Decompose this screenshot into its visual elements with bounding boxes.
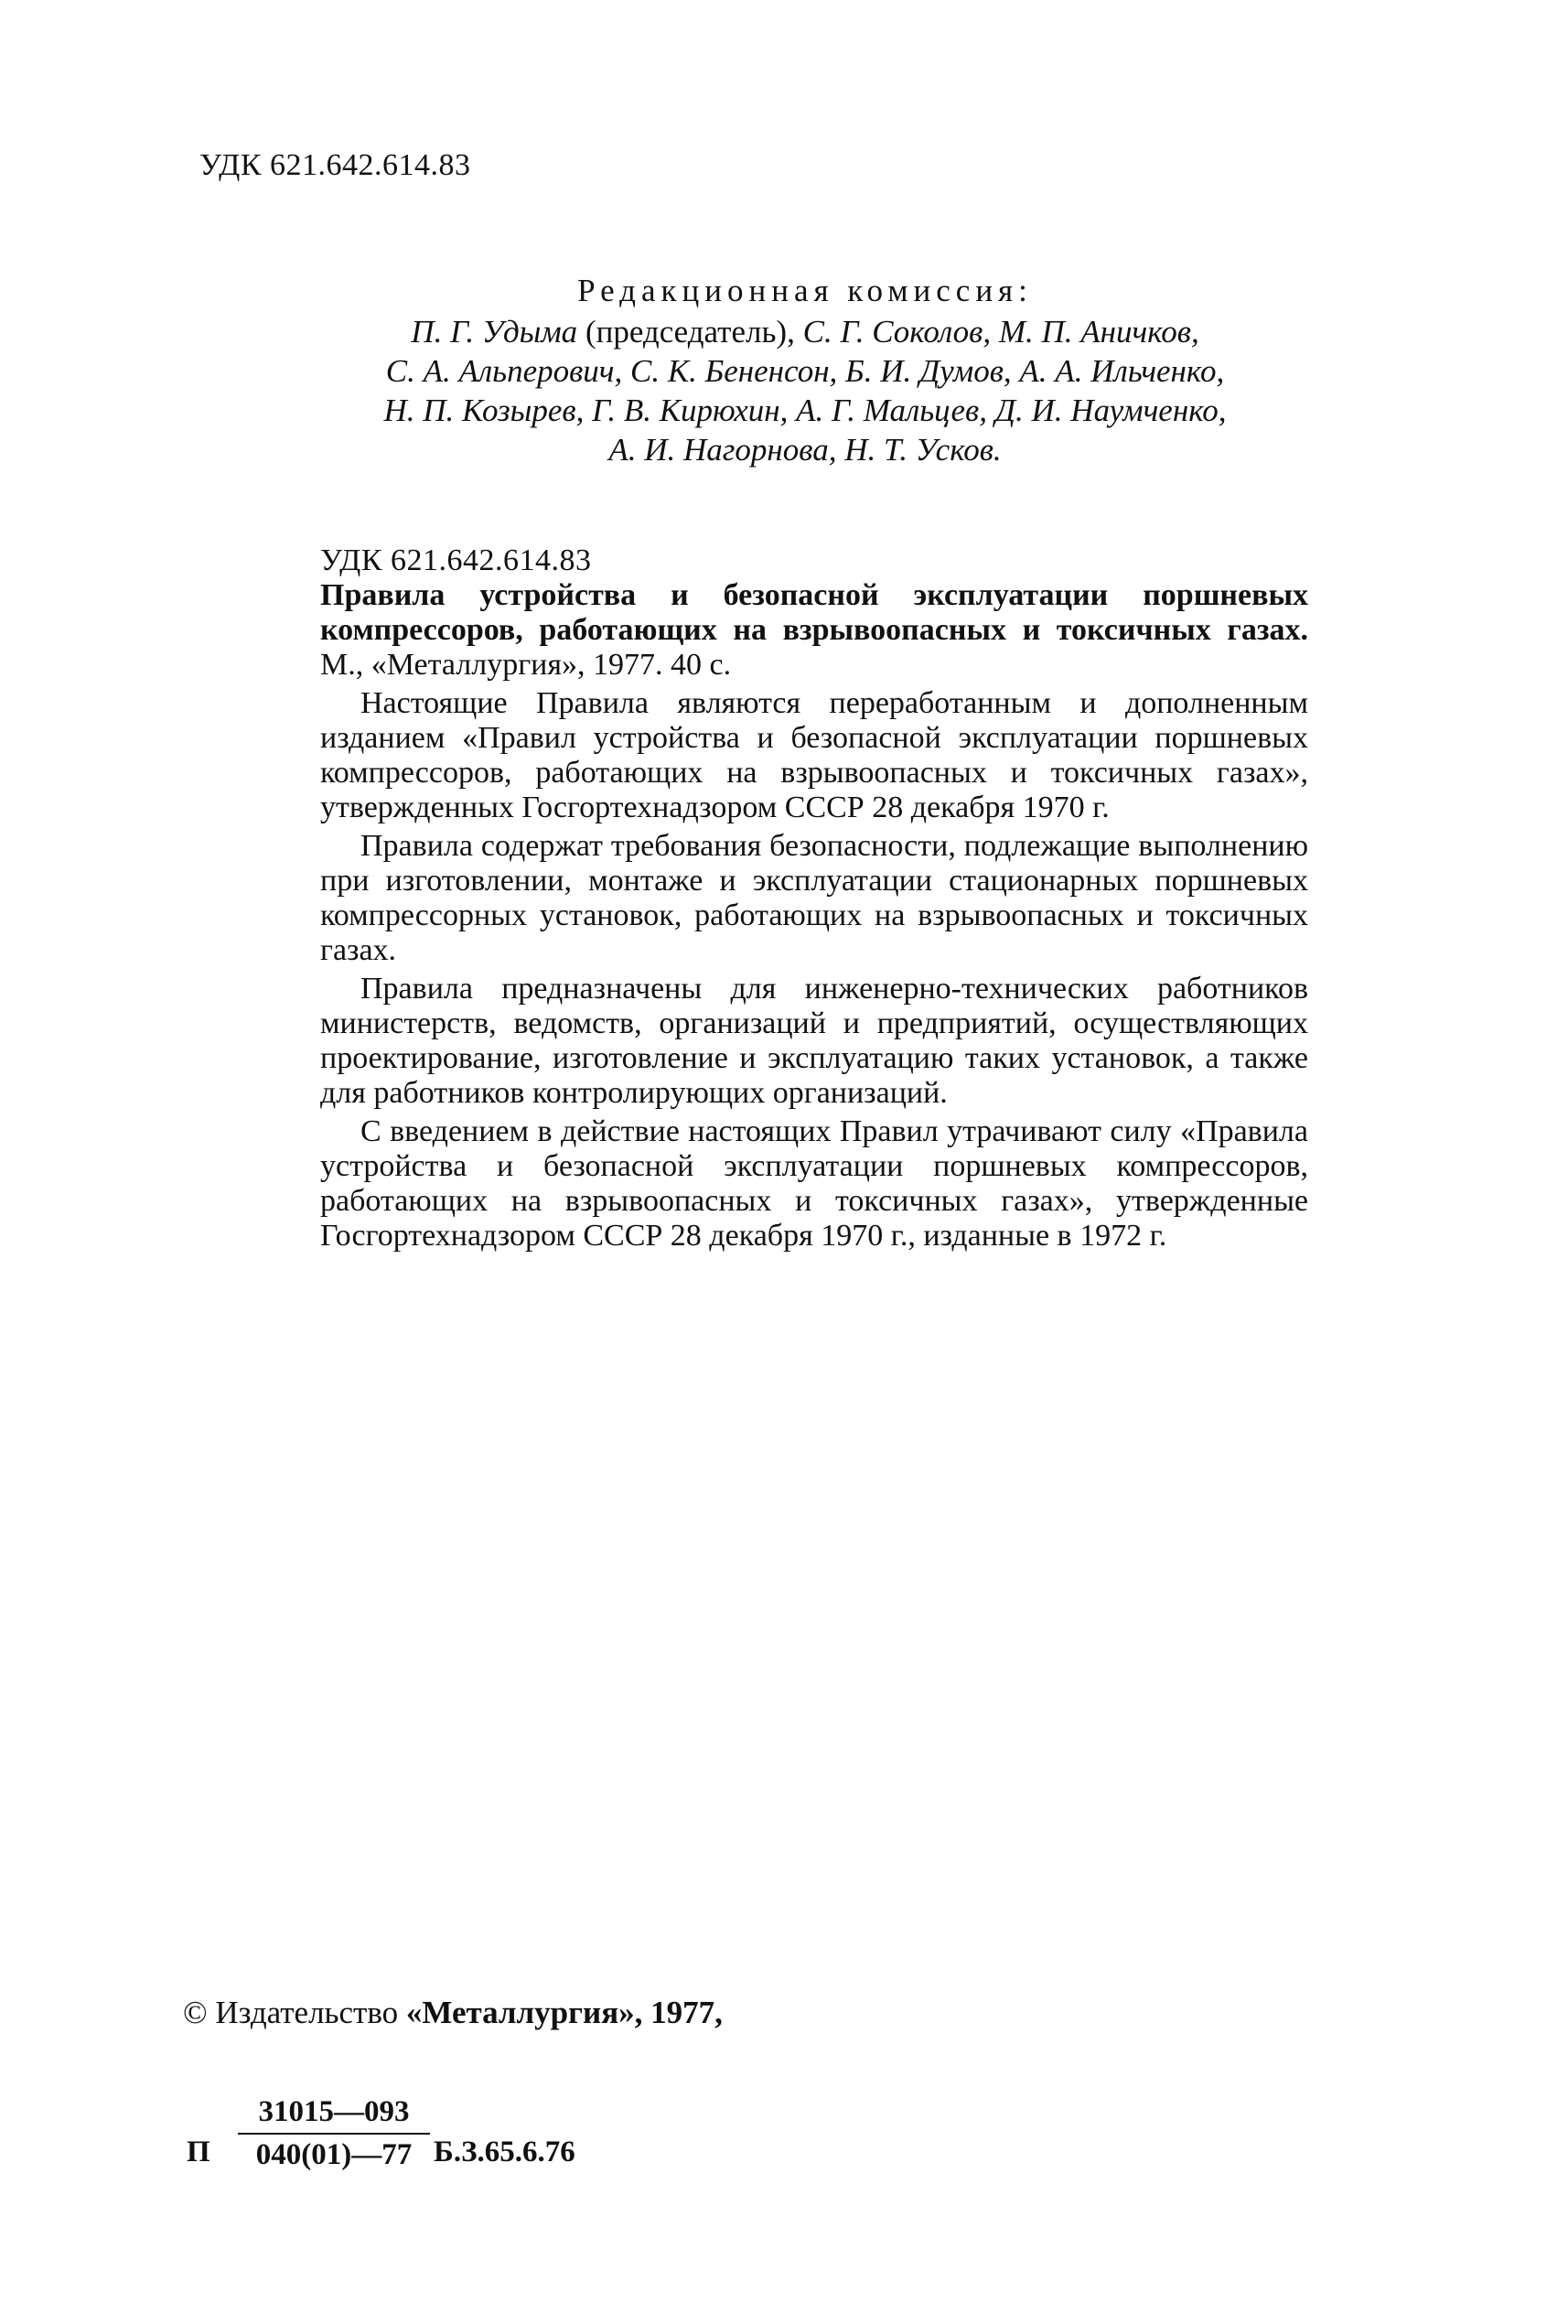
committee-line: [274, 391, 1336, 430]
book-title: Правила устройства и безопасной эксплуатации поршневых компрессоров, работающих на взрывоопасных и токсичных газах.: [320, 578, 1308, 647]
index-denominator: 040(01)—77: [255, 2138, 413, 2171]
index-letter: П: [187, 2136, 210, 2168]
committee-member-names: С. А. Альперович, С. К. Бененсон, Б. И. Думов, А. А. Ильченко,: [385, 353, 1225, 389]
annotation-paragraph: Правила содержат требования безопасности, подлежащие выполнению при изготовлении, монтаже и эксплуатации стационарных поршневых компрессорных установок, работающих на взрывоопасных и токсичных газах.: [320, 829, 1308, 967]
publication-info: М., «Металлургия», 1977. 40 с.: [320, 648, 732, 682]
committee-members: [274, 312, 1336, 469]
udk-code-annotation: УДК 621.642.614.83: [320, 543, 592, 577]
annotation-paragraph: С введением в действие настоящих Правил утрачивают силу «Правила устройства и безопасной эксплуатации поршневых компрессоров, работающих на взрывоопасных и токсичных газах», утвержденные Госгортехнадзором СССР 28 декабря 1970 г., изданные в 1972 г.: [320, 1114, 1308, 1253]
udk-code-top: УДК 621.642.614.83: [199, 148, 471, 182]
committee-heading: Редакционная комиссия:: [577, 273, 1033, 308]
index-numerator: 31015—093: [258, 2095, 410, 2128]
committee-member-names: Н. П. Козырев, Г. В. Кирюхин, А. Г. Мальцев, Д. И. Наумченко,: [383, 393, 1227, 428]
committee-line: [274, 351, 1336, 391]
committee-role: (председатель),: [577, 314, 803, 350]
index-fraction: [238, 2095, 430, 2172]
committee-member-names: С. Г. Соколов, М. П. Аничков,: [802, 314, 1199, 350]
copyright-line: [183, 1995, 723, 2031]
editorial-committee: [274, 271, 1336, 469]
bibliographic-annotation: [320, 543, 1308, 1253]
committee-line: [274, 312, 1336, 351]
bibliographic-title: [320, 578, 1308, 683]
committee-member-names: А. И. Нагорнова, Н. Т. Усков.: [608, 432, 1002, 468]
copyright-icon: ©: [183, 1995, 208, 2030]
publisher-name: «Металлургия», 1977,: [405, 1995, 723, 2030]
committee-line: [274, 430, 1336, 469]
index-series: Б.З.65.6.76: [434, 2136, 575, 2168]
committee-member-names: П. Г. Удыма: [411, 314, 578, 350]
annotation-paragraph: Правила предназначены для инженерно-технических работников министерств, ведомств, организаций и предприятий, осуществляющих проектирование, изготовление и эксплуатацию таких установок, а также для работников контролирующих организаций.: [320, 972, 1308, 1110]
annotation-paragraph: Настоящие Правила являются переработанным и дополненным изданием «Правил устройства и безопасной эксплуатации поршневых компрессоров, работающих на взрывоопасных и токсичных газах», утвержденных Госгортехнадзором СССР 28 декабря 1970 г.: [320, 686, 1308, 824]
copyright-text: Издательство: [207, 1995, 406, 2030]
